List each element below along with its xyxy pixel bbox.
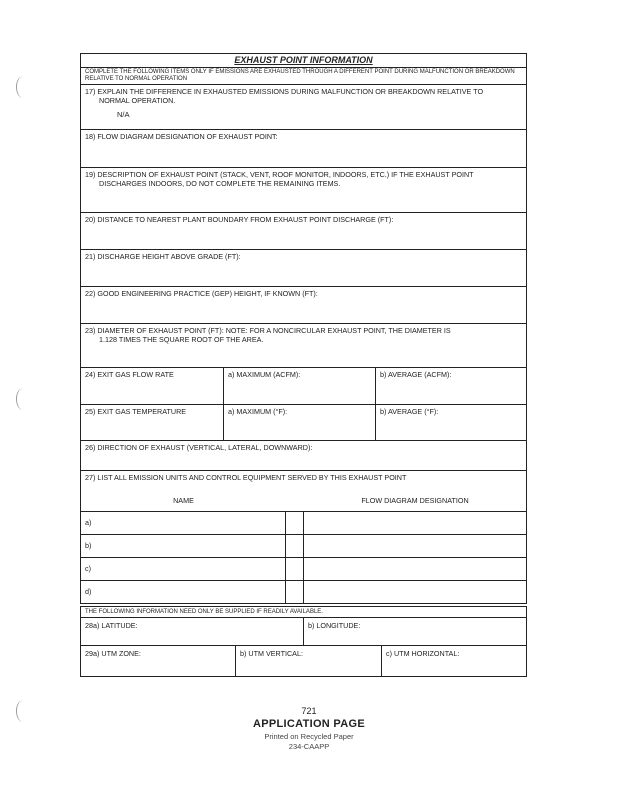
q19-row[interactable]	[81, 168, 526, 213]
exhaust-point-form	[80, 53, 527, 604]
col-flow-header: FLOW DIAGRAM DESIGNATION	[361, 496, 469, 505]
location-form	[80, 606, 527, 677]
q23-label-cont: 1.128 TIMES THE SQUARE ROOT OF THE AREA.	[99, 335, 264, 344]
utm-horizontal-field[interactable]: c) UTM HORIZONTAL:	[386, 649, 460, 658]
q18-label: 18) FLOW DIAGRAM DESIGNATION OF EXHAUST POINT:	[85, 132, 278, 141]
list-item[interactable]	[81, 511, 526, 534]
page-number: 721	[301, 706, 317, 716]
latitude-field[interactable]: 28a) LATITUDE:	[81, 618, 304, 645]
application-page-title: APPLICATION PAGE	[253, 718, 365, 730]
form-code: 234-CAAPP	[288, 742, 330, 751]
punch-hole-mark	[16, 76, 30, 98]
recycled-paper-note: Printed on Recycled Paper	[264, 732, 354, 741]
item-a-flow-field[interactable]	[304, 512, 526, 534]
item-c-flow-field[interactable]	[304, 558, 526, 580]
utm-vertical-field[interactable]: b) UTM VERTICAL:	[236, 646, 382, 676]
optional-info-note: THE FOLLOWING INFORMATION NEED ONLY BE SUPPLIED IF READILY AVAILABLE.	[81, 607, 526, 618]
q17-value: N/A	[117, 110, 130, 119]
q19-label-cont: DISCHARGES INDOORS, DO NOT COMPLETE THE REMAINING ITEMS.	[99, 179, 341, 188]
q25a-max-temp-field[interactable]: a) MAXIMUM (°F):	[224, 405, 376, 440]
list-item[interactable]	[81, 557, 526, 580]
q25-label: 25) EXIT GAS TEMPERATURE	[81, 405, 224, 440]
punch-hole-mark	[16, 388, 30, 410]
q26-label: 26) DIRECTION OF EXHAUST (VERTICAL, LATERAL, DOWNWARD):	[85, 443, 313, 452]
utm-zone-field[interactable]: 29a) UTM ZONE:	[81, 646, 236, 676]
q17-label: 17) EXPLAIN THE DIFFERENCE IN EXHAUSTED EMISSIONS DURING MALFUNCTION OR BREAKDOWN RELATIVE TO	[85, 87, 484, 96]
q22-row[interactable]	[81, 287, 526, 324]
q20-row[interactable]	[81, 213, 526, 250]
q24a-max-flow-field[interactable]: a) MAXIMUM (ACFM):	[224, 368, 376, 404]
q29-row	[81, 646, 526, 676]
q25-row	[81, 405, 526, 441]
q17-row[interactable]	[81, 85, 526, 130]
q22-label: 22) GOOD ENGINEERING PRACTICE (GEP) HEIGHT, IF KNOWN (FT):	[85, 289, 318, 298]
q19-label: 19) DESCRIPTION OF EXHAUST POINT (STACK, VENT, ROOF MONITOR, INDOORS, ETC.) IF THE EXHAUST POINT	[85, 170, 474, 179]
longitude-field[interactable]: b) LONGITUDE:	[308, 621, 361, 630]
q20-label: 20) DISTANCE TO NEAREST PLANT BOUNDARY FROM EXHAUST POINT DISCHARGE (FT):	[85, 215, 394, 224]
item-d-name-field[interactable]: d)	[81, 581, 286, 603]
item-d-flow-field[interactable]	[304, 581, 526, 603]
item-c-name-field[interactable]: c)	[81, 558, 286, 580]
item-b-name-field[interactable]: b)	[81, 535, 286, 557]
q17-label-cont: NORMAL OPERATION.	[99, 96, 176, 105]
q28-row	[81, 618, 526, 646]
item-b-flow-field[interactable]	[304, 535, 526, 557]
q25b-avg-temp-field[interactable]: b) AVERAGE (°F):	[380, 407, 439, 416]
form-intro: COMPLETE THE FOLLOWING ITEMS ONLY IF EMISSIONS ARE EXHAUSTED THROUGH A DIFFERENT POINT DURING MALFUNCTION OR BREAKDOWN RELATIVE TO NORMAL OPERATION	[81, 68, 526, 85]
item-a-name-field[interactable]: a)	[81, 512, 286, 534]
q23-row[interactable]	[81, 324, 526, 368]
list-item[interactable]	[81, 580, 526, 603]
q24b-avg-flow-field[interactable]: b) AVERAGE (ACFM):	[380, 370, 452, 379]
q24-row	[81, 368, 526, 405]
q26-row[interactable]	[81, 441, 526, 471]
q24-label: 24) EXIT GAS FLOW RATE	[81, 368, 224, 404]
q21-label: 21) DISCHARGE HEIGHT ABOVE GRADE (FT):	[85, 252, 241, 261]
form-title: EXHAUST POINT INFORMATION	[81, 54, 526, 68]
list-item[interactable]	[81, 534, 526, 557]
col-name-header: NAME	[173, 496, 194, 505]
q18-row[interactable]	[81, 130, 526, 168]
q21-row[interactable]	[81, 250, 526, 287]
q27-row	[81, 471, 526, 603]
q23-label: 23) DIAMETER OF EXHAUST POINT (FT): NOTE: FOR A NONCIRCULAR EXHAUST POINT, THE DIAMETER IS	[85, 326, 451, 335]
q27-column-headers	[81, 482, 526, 511]
q27-label: 27) LIST ALL EMISSION UNITS AND CONTROL EQUIPMENT SERVED BY THIS EXHAUST POINT	[85, 473, 407, 482]
